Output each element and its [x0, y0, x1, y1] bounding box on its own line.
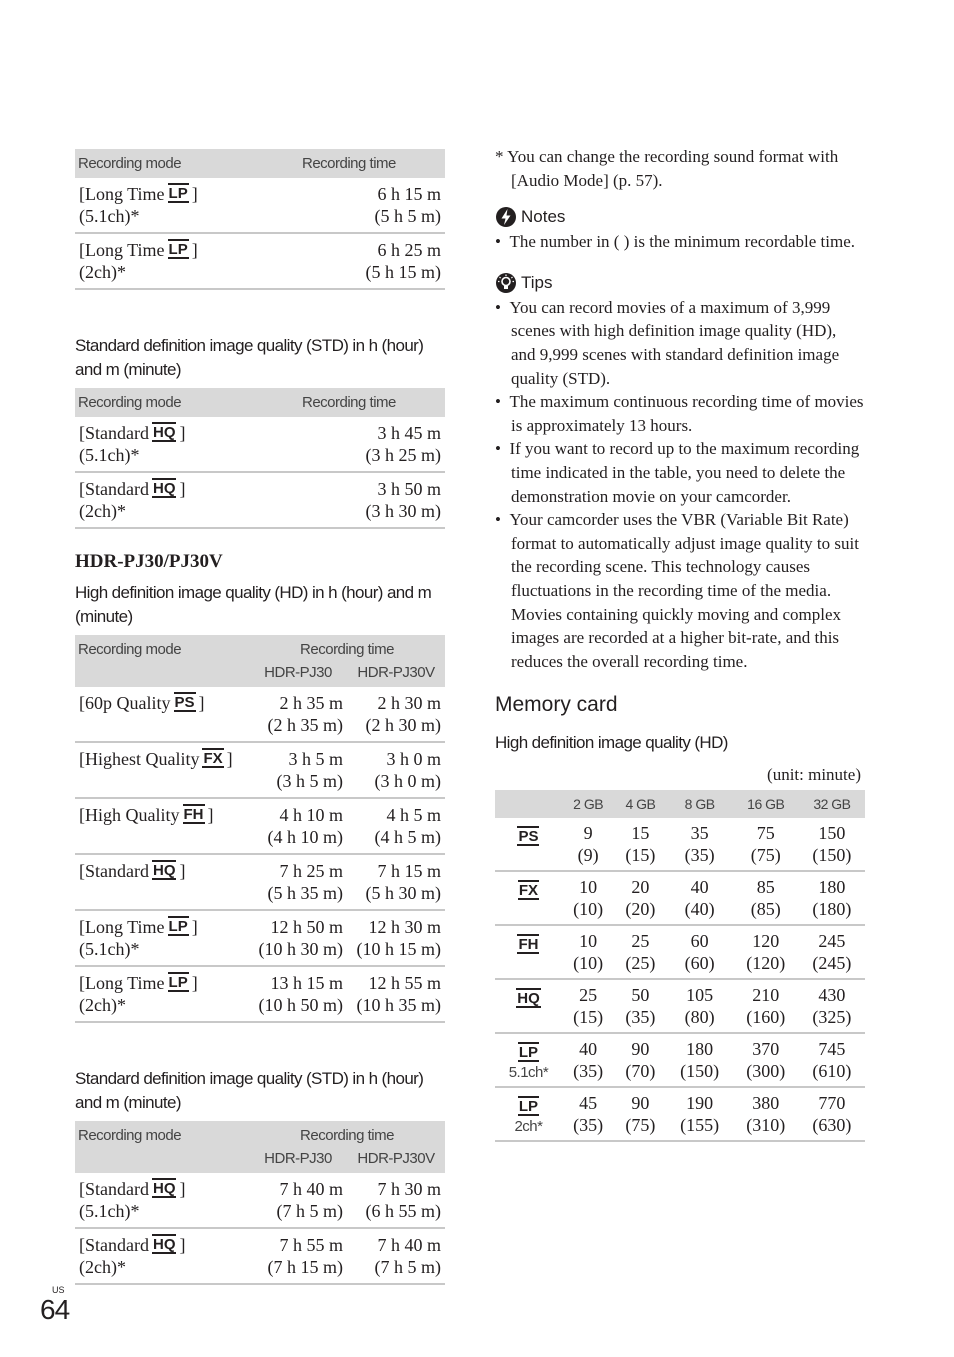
header-capacity: 4 GB	[614, 790, 666, 818]
memory-card-heading: Memory card	[495, 693, 618, 717]
minutes-cell: 60 (60)	[667, 925, 733, 979]
unit-label: (unit: minute)	[767, 765, 861, 785]
hq-icon: HQ	[152, 1180, 176, 1197]
minutes-cell: 210 (160)	[733, 979, 799, 1033]
time-cell: 3 h 45 m (3 h 25 m)	[299, 417, 445, 472]
time-cell-model-1: 2 h 35 m (2 h 35 m)	[249, 687, 347, 742]
minutes-cell: 150 (150)	[799, 818, 865, 871]
mode-cell: [Standard HQ ] (2ch)*	[75, 1228, 249, 1284]
minutes-cell: 105 (80)	[667, 979, 733, 1033]
memory-card-subtitle: High definition image quality (HD)	[495, 733, 728, 753]
table-row	[75, 854, 445, 910]
table-row	[75, 966, 445, 1022]
minutes-cell: 9 (9)	[562, 818, 614, 871]
lp-icon: LP	[168, 918, 188, 935]
table-row	[75, 1228, 445, 1284]
time-cell-model-1: 7 h 40 m (7 h 5 m)	[249, 1173, 347, 1228]
notes-icon	[495, 206, 517, 228]
time-cell-model-1: 7 h 55 m (7 h 15 m)	[249, 1228, 347, 1284]
mode-cell: [Standard HQ ]	[75, 854, 249, 910]
table-row	[495, 1087, 865, 1141]
tips-list	[495, 296, 865, 674]
mode-cell	[495, 979, 562, 1033]
minutes-cell: 40 (35)	[562, 1033, 614, 1087]
minutes-cell: 180 (180)	[799, 871, 865, 925]
header-recording-mode: Recording mode	[75, 149, 299, 178]
time-cell: 6 h 25 m (5 h 15 m)	[299, 233, 445, 289]
header-capacity: 8 GB	[667, 790, 733, 818]
tip-item: • The maximum continuous recording time of movies is approximately 13 hours.	[495, 392, 864, 435]
fh-icon: FH	[518, 935, 539, 953]
mode-cell: [Highest Quality FX ]	[75, 742, 249, 798]
note-item: • The number in ( ) is the minimum recordable time.	[495, 232, 856, 252]
minutes-cell: 40 (40)	[667, 871, 733, 925]
minutes-cell: 90 (70)	[614, 1033, 666, 1087]
memory-card-table	[495, 790, 865, 1142]
minutes-cell: 20 (20)	[614, 871, 666, 925]
std-table-1	[75, 388, 445, 529]
mode-cell: [Long Time LP ] (2ch)*	[75, 233, 299, 289]
minutes-cell: 370 (300)	[733, 1033, 799, 1087]
fx-icon: FX	[203, 750, 223, 767]
header-recording-mode: Recording mode	[75, 388, 299, 417]
minutes-cell: 190 (155)	[667, 1087, 733, 1141]
hq-icon: HQ	[517, 989, 540, 1007]
tip-item: • Your camcorder uses the VBR (Variable Bit Rate) format to automatically adjust image quality to suit the recording scene. This technology causes fluctuations in the recording time of the media. Movies containing quickly moving and complex images are recorded at a higher bit-rate, and this reduces the overall recording time.	[495, 510, 859, 671]
hq-icon: HQ	[152, 1236, 176, 1253]
minutes-cell: 90 (75)	[614, 1087, 666, 1141]
time-cell-model-2: 7 h 30 m (6 h 55 m)	[347, 1173, 445, 1228]
std-table-2	[75, 1121, 445, 1285]
header-blank	[495, 790, 562, 818]
mode-cell: [Standard HQ ] (2ch)*	[75, 472, 299, 528]
page-number	[40, 1285, 69, 1325]
fx-icon: FX	[518, 881, 539, 899]
minutes-cell: 45 (35)	[562, 1087, 614, 1141]
minutes-cell: 745 (610)	[799, 1033, 865, 1087]
lp-icon: LP	[518, 1043, 539, 1061]
minutes-cell: 25 (15)	[562, 979, 614, 1033]
ps-icon: PS	[518, 827, 539, 845]
header-recording-time: Recording time	[249, 1121, 445, 1146]
channel-label: 2ch*	[514, 1117, 543, 1135]
sound-format-footnote: * You can change the recording sound format with [Audio Mode] (p. 57).	[495, 147, 839, 190]
mode-cell: [Standard HQ ] (5.1ch)*	[75, 1173, 249, 1228]
minutes-cell: 380 (310)	[733, 1087, 799, 1141]
mode-cell	[495, 871, 562, 925]
std-table-1-title: Standard definition image quality (STD) in h (hour) and m (minute)	[75, 336, 424, 379]
header-recording-time: Recording time	[299, 149, 445, 178]
header-recording-time: Recording time	[249, 635, 445, 660]
tip-item: • If you want to record up to the maximum recording time indicated in the table, you need to delete the demonstration movie on your camcorder.	[495, 439, 860, 506]
table-row	[75, 910, 445, 966]
table-row	[75, 472, 445, 528]
tips-icon	[495, 272, 517, 294]
time-cell-model-2: 7 h 15 m (5 h 30 m)	[347, 854, 445, 910]
header-capacity: 32 GB	[799, 790, 865, 818]
header-model-1: HDR-PJ30	[249, 660, 347, 687]
tips-heading: Tips	[495, 272, 865, 294]
mode-cell	[495, 925, 562, 979]
std-table-2-title: Standard definition image quality (STD) in h (hour) and m (minute)	[75, 1069, 424, 1112]
table-row	[495, 871, 865, 925]
header-capacity: 2 GB	[562, 790, 614, 818]
channel-label: 5.1ch*	[508, 1063, 549, 1081]
mode-cell	[495, 1087, 562, 1141]
minutes-cell: 85 (85)	[733, 871, 799, 925]
table-row	[75, 417, 445, 472]
time-cell-model-2: 12 h 55 m (10 h 35 m)	[347, 966, 445, 1022]
minutes-cell: 120 (120)	[733, 925, 799, 979]
mode-cell	[495, 818, 562, 871]
minutes-cell: 770 (630)	[799, 1087, 865, 1141]
table-row	[495, 925, 865, 979]
page-number-value: 64	[40, 1294, 70, 1325]
hq-icon: HQ	[152, 480, 176, 497]
lp-icon: LP	[168, 974, 188, 991]
minutes-cell: 50 (35)	[614, 979, 666, 1033]
tip-item: • You can record movies of a maximum of 3,999 scenes with high definition image quality (HD), and 9,999 scenes with standard definition image quality (STD).	[495, 297, 840, 388]
minutes-cell: 10 (10)	[562, 925, 614, 979]
header-recording-mode: Recording mode	[75, 635, 249, 687]
header-capacity: 16 GB	[733, 790, 799, 818]
lp-icon: LP	[168, 241, 188, 258]
hd-table-1	[75, 149, 445, 290]
mode-cell	[495, 1033, 562, 1087]
time-cell-model-2: 7 h 40 m (7 h 5 m)	[347, 1228, 445, 1284]
table-row	[75, 687, 445, 742]
time-cell: 6 h 15 m (5 h 5 m)	[299, 178, 445, 233]
minutes-cell: 15 (15)	[614, 818, 666, 871]
minutes-cell: 180 (150)	[667, 1033, 733, 1087]
mode-cell: [Standard HQ ] (5.1ch)*	[75, 417, 299, 472]
minutes-cell: 35 (35)	[667, 818, 733, 871]
lp-icon: LP	[518, 1097, 539, 1115]
minutes-cell: 10 (10)	[562, 871, 614, 925]
minutes-cell: 430 (325)	[799, 979, 865, 1033]
minutes-cell: 25 (25)	[614, 925, 666, 979]
time-cell-model-1: 7 h 25 m (5 h 35 m)	[249, 854, 347, 910]
mode-cell: [Long Time LP ] (5.1ch)*	[75, 910, 249, 966]
ps-icon: PS	[174, 694, 195, 711]
time-cell-model-2: 2 h 30 m (2 h 30 m)	[347, 687, 445, 742]
lp-icon: LP	[168, 185, 188, 202]
time-cell-model-2: 3 h 0 m (3 h 0 m)	[347, 742, 445, 798]
hd-table-2	[75, 635, 445, 1023]
header-model-2: HDR-PJ30V	[347, 1146, 445, 1173]
fh-icon: FH	[183, 806, 204, 823]
time-cell: 3 h 50 m (3 h 30 m)	[299, 472, 445, 528]
table-row	[75, 742, 445, 798]
notes-list	[495, 230, 865, 254]
time-cell-model-2: 12 h 30 m (10 h 15 m)	[347, 910, 445, 966]
time-cell-model-1: 4 h 10 m (4 h 10 m)	[249, 798, 347, 854]
minutes-cell: 245 (245)	[799, 925, 865, 979]
table-row	[495, 1033, 865, 1087]
mode-cell: [60p Quality PS ]	[75, 687, 249, 742]
table-row	[75, 178, 445, 233]
right-column	[495, 145, 865, 1142]
time-cell-model-1: 3 h 5 m (3 h 5 m)	[249, 742, 347, 798]
header-recording-time: Recording time	[299, 388, 445, 417]
mode-cell: [High Quality FH ]	[75, 798, 249, 854]
region-label: US	[52, 1285, 65, 1295]
table-row	[495, 979, 865, 1033]
mode-cell: [Long Time LP ] (2ch)*	[75, 966, 249, 1022]
mode-cell: [Long Time LP ] (5.1ch)*	[75, 178, 299, 233]
header-model-1: HDR-PJ30	[249, 1146, 347, 1173]
hq-icon: HQ	[152, 862, 176, 879]
time-cell-model-1: 13 h 15 m (10 h 50 m)	[249, 966, 347, 1022]
notes-heading: Notes	[495, 206, 865, 228]
model-heading: HDR-PJ30/PJ30V	[75, 551, 223, 572]
hq-icon: HQ	[152, 424, 176, 441]
header-recording-mode: Recording mode	[75, 1121, 249, 1173]
time-cell-model-2: 4 h 5 m (4 h 5 m)	[347, 798, 445, 854]
table-row	[75, 233, 445, 289]
hd-table-2-title: High definition image quality (HD) in h (hour) and m (minute)	[75, 583, 432, 626]
table-row	[75, 1173, 445, 1228]
left-column	[75, 149, 445, 1285]
header-model-2: HDR-PJ30V	[347, 660, 445, 687]
table-row	[495, 818, 865, 871]
minutes-cell: 75 (75)	[733, 818, 799, 871]
time-cell-model-1: 12 h 50 m (10 h 30 m)	[249, 910, 347, 966]
table-row	[75, 798, 445, 854]
